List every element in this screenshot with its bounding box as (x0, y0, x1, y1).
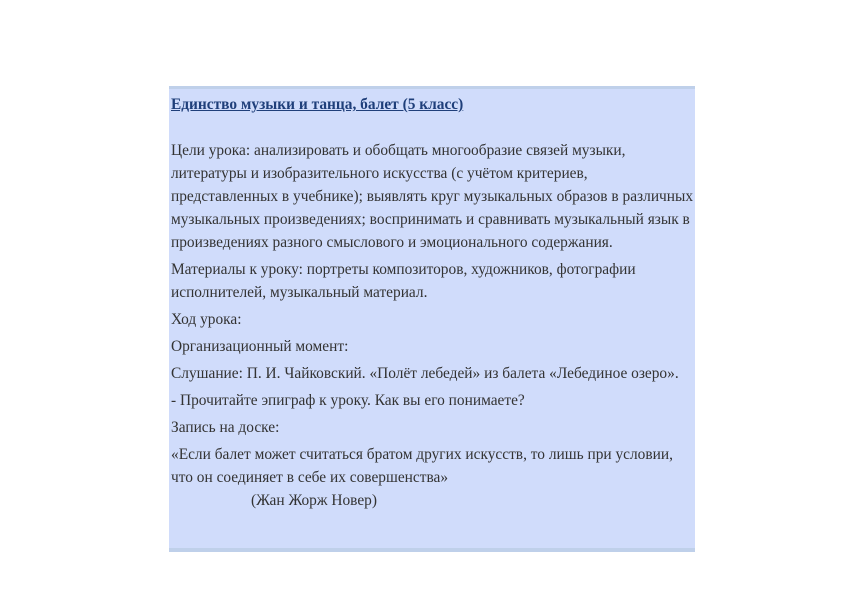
epigraph-author: (Жан Жорж Новер) (251, 492, 377, 509)
lesson-title: Единство музыки и танца, балет (5 класс) (171, 96, 464, 113)
lesson-materials-paragraph: Материалы к уроку: портреты композиторов, художников, фотографии исполнителей, музыкальный материал. (171, 261, 636, 301)
listening-paragraph: Слушание: П. И. Чайковский. «Полёт лебедей» из балета «Лебединое озеро». (171, 365, 679, 382)
lesson-text-box (169, 86, 695, 552)
board-note-heading: Запись на доске: (171, 419, 280, 436)
lesson-progress-heading: Ход урока: (171, 311, 242, 328)
organizational-moment-heading: Организационный момент: (171, 338, 349, 355)
blank-line (171, 116, 695, 139)
epigraph-question: - Прочитайте эпиграф к уроку. Как вы его понимаете? (171, 392, 525, 409)
epigraph-quote: «Если балет может считаться братом других искусств, то лишь при условии, что он соединяет в себе их совершенства» (171, 446, 673, 486)
lesson-goals-paragraph: Цели урока: анализировать и обобщать многообразие связей музыки, литературы и изобразительного искусства (с учётом критериев, представленных в учебнике); выявлять круг музыкальных образов в различных музыкальных произведениях; воспринимать и сравнивать музыкальный язык в произведениях разного смыслового и эмоционального содержания. (171, 142, 694, 251)
